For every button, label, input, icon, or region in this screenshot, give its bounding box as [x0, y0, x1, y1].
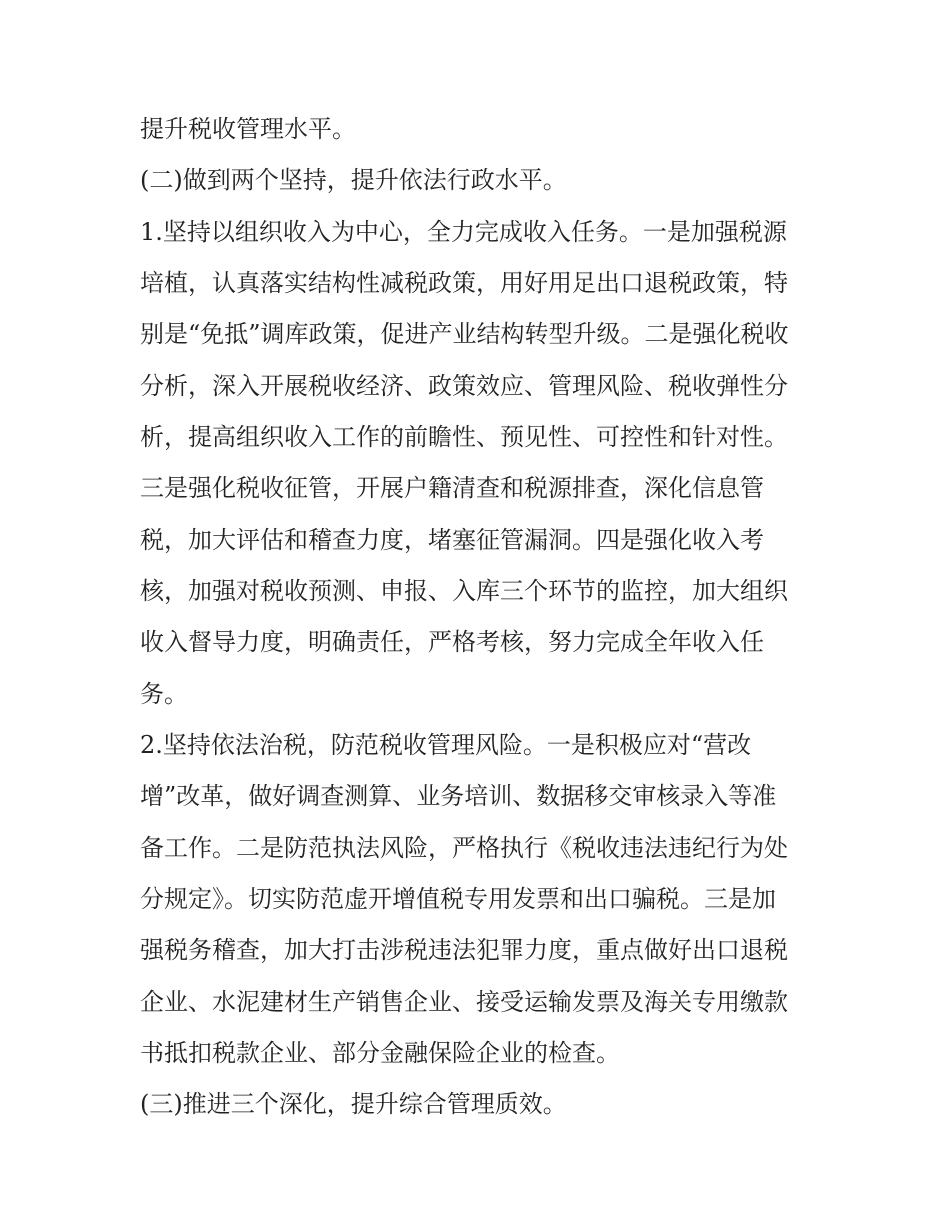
text-line: 备工作。二是防范执法风险，严格执行《税收违法违纪行为处 — [140, 834, 788, 862]
text-line: 务。 — [140, 680, 188, 708]
text-line: 核，加强对税收预测、申报、入库三个环节的监控，加大组织 — [140, 577, 788, 605]
text-line: 1.坚持以组织收入为中心，全力完成收入任务。一是加强税源 — [140, 218, 787, 246]
text-line: 培植，认真落实结构性减税政策，用好用足出口退税政策，特 — [140, 269, 788, 297]
text-line: 提升税收管理水平。 — [140, 115, 356, 143]
text-line: 2.坚持依法治税，防范税收管理风险。一是积极应对“营改 — [140, 731, 752, 759]
section-heading: (二)做到两个坚持，提升依法行政水平。 — [140, 166, 567, 194]
text-line: 企业、水泥建材生产销售企业、接受运输发票及海关专用缴款 — [140, 988, 788, 1016]
text-line: 书抵扣税款企业、部分金融保险企业的检查。 — [140, 1039, 620, 1067]
text-line: 分规定》。切实防范虚开增值税专用发票和出口骗税。三是加 — [140, 885, 776, 913]
text-line: 分析，深入开展税收经济、政策效应、管理风险、税收弹性分 — [140, 372, 788, 400]
text-line: 税，加大评估和稽查力度，堵塞征管漏洞。四是强化收入考 — [140, 526, 764, 554]
text-line: 别是“免抵”调库政策，促进产业结构转型升级。二是强化税收 — [140, 320, 789, 348]
text-line: 强税务稽查，加大打击涉税违法犯罪力度，重点做好出口退税 — [140, 936, 788, 964]
text-line: 收入督导力度，明确责任，严格考核，努力完成全年收入任 — [140, 628, 764, 656]
text-line: 增”改革，做好调查测算、业务培训、数据移交审核录入等准 — [140, 782, 777, 810]
text-line: 三是强化税收征管，开展户籍清查和税源排查，深化信息管 — [140, 474, 764, 502]
section-heading: (三)推进三个深化，提升综合管理质效。 — [140, 1090, 567, 1118]
text-line: 析，提高组织收入工作的前瞻性、预见性、可控性和针对性。 — [140, 423, 788, 451]
